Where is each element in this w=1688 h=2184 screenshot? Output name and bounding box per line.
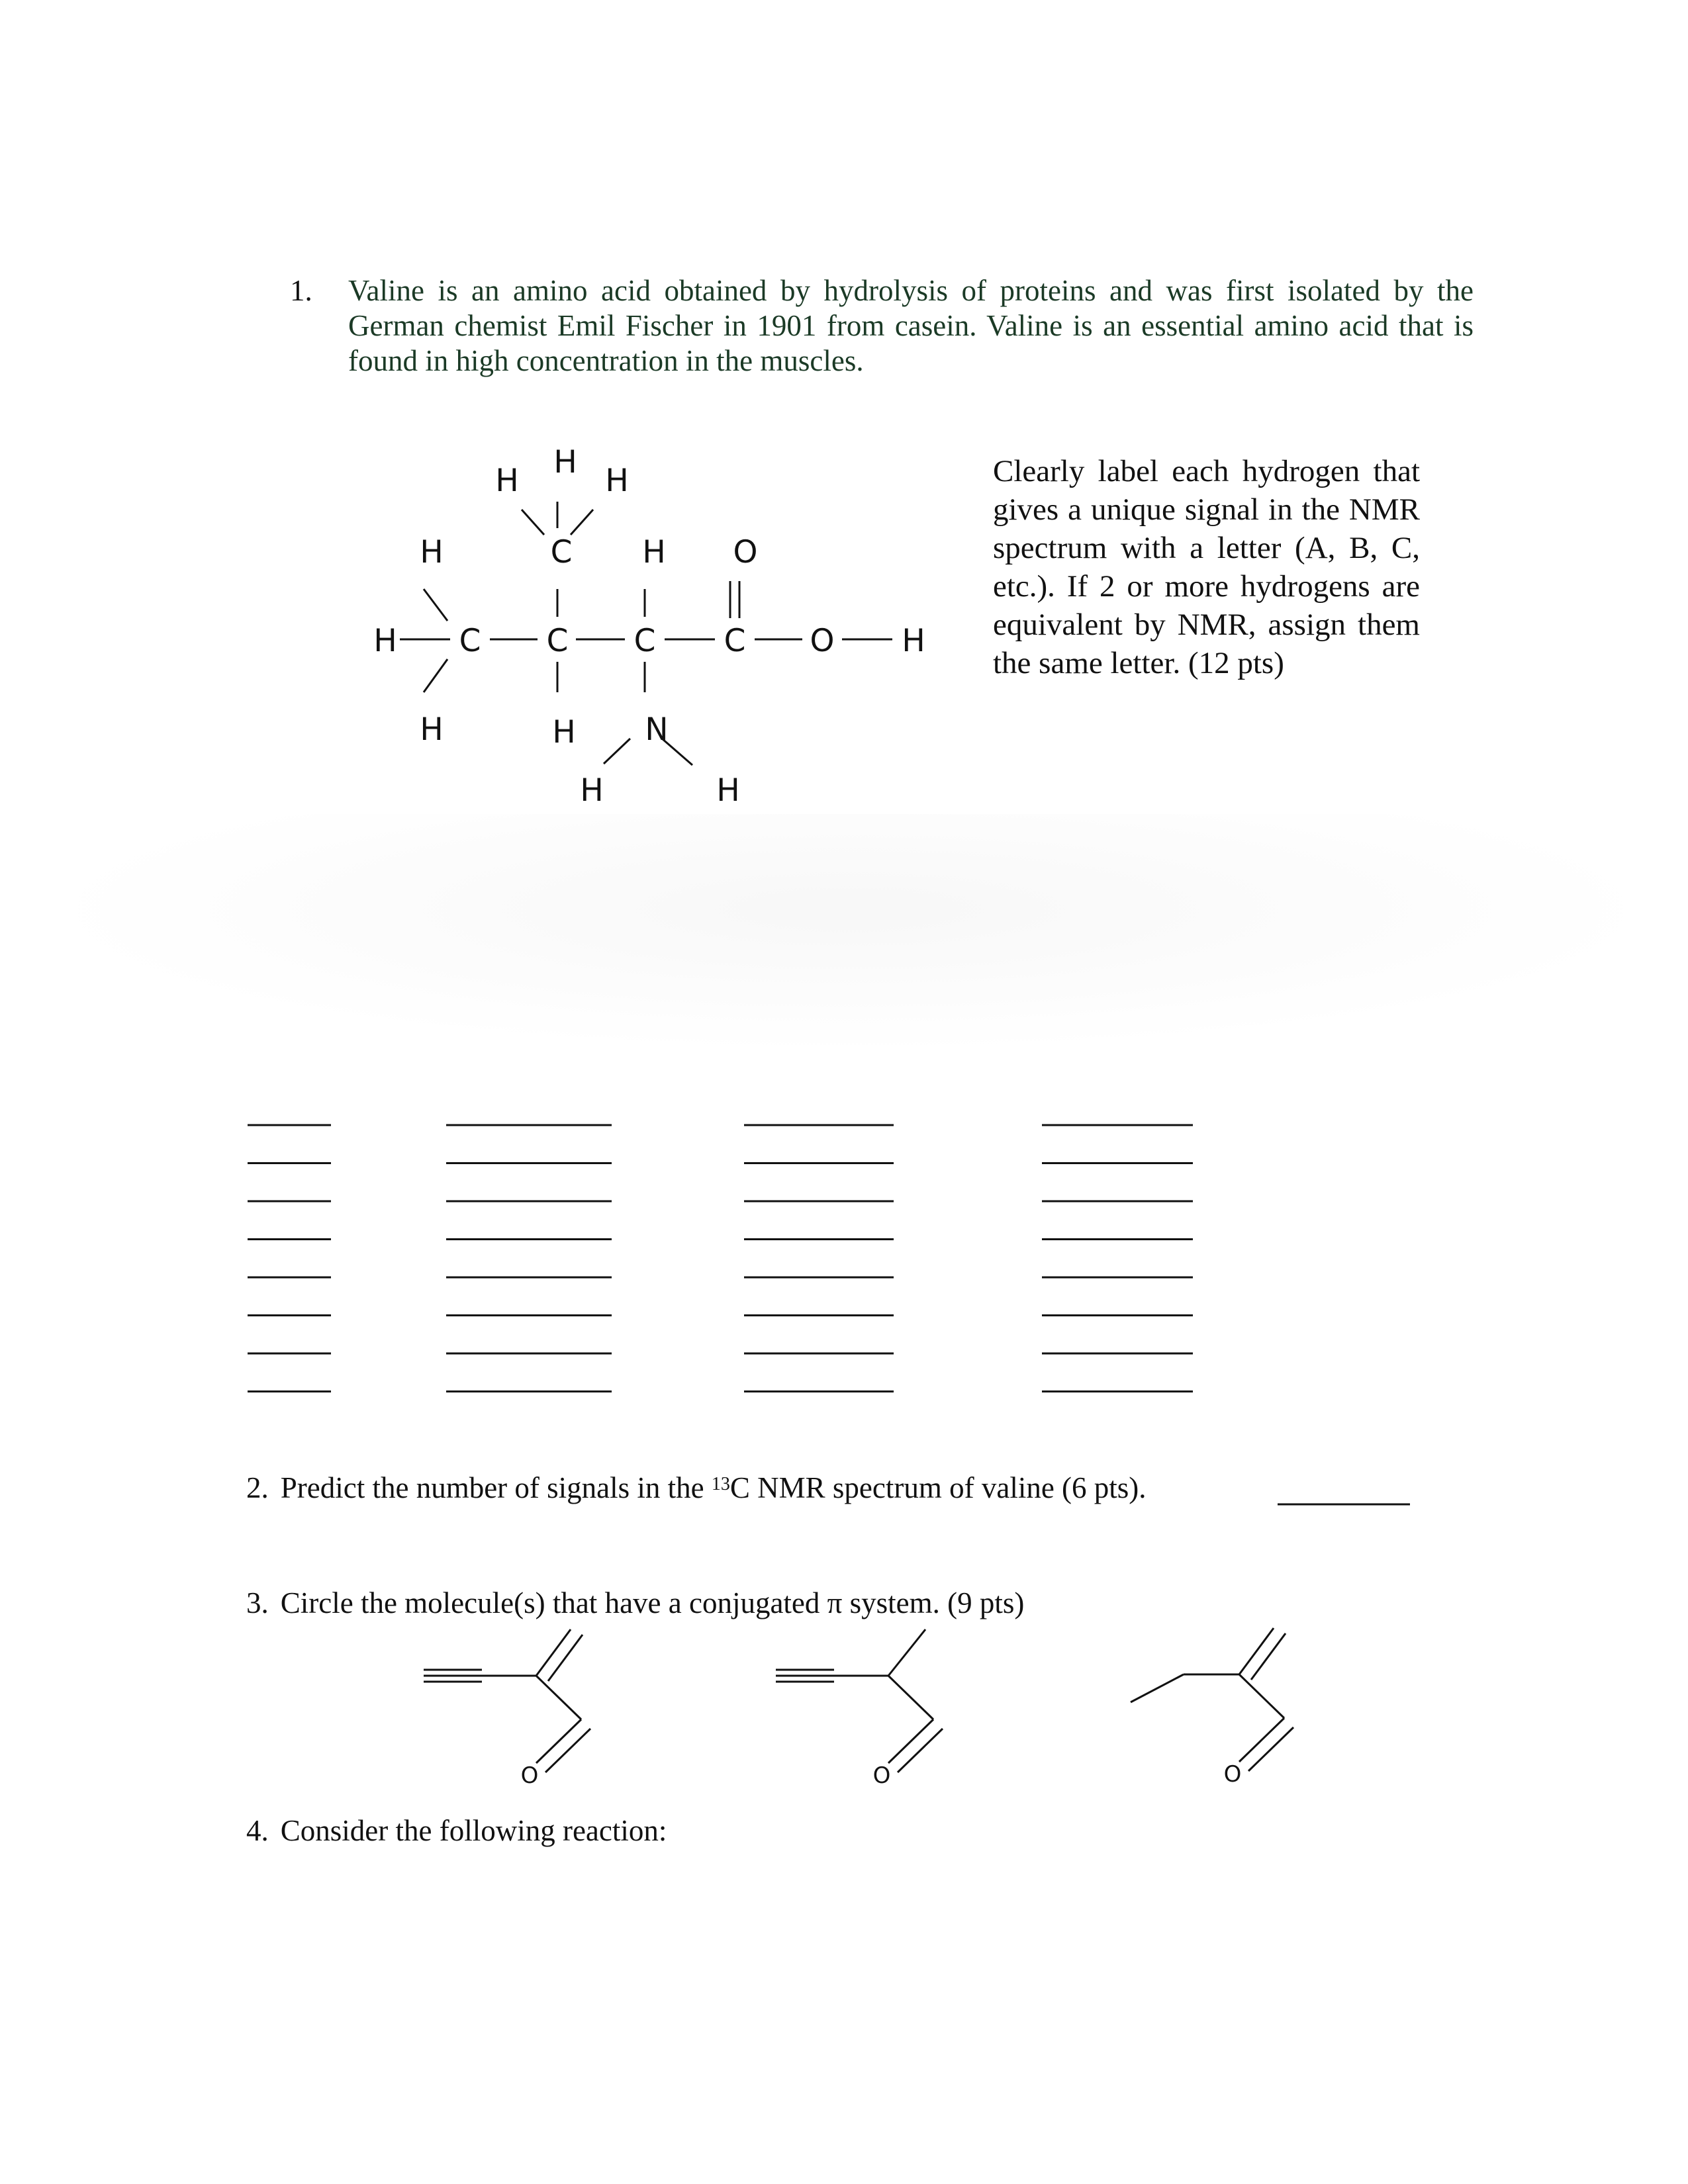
question-3-text: Circle the molecule(s) that have a conjugated π system. (9 pts)	[280, 1586, 1025, 1619]
atom-c5: C	[550, 534, 573, 570]
molecule-3-oxygen-label: O	[1223, 1761, 1242, 1788]
atom-o-hydroxyl: O	[810, 623, 835, 659]
atom-h: H	[642, 534, 666, 570]
molecule-2[interactable]	[776, 1629, 943, 1789]
molecule-1-oxygen-label: O	[520, 1762, 539, 1789]
question-1-instruction: Clearly label each hydrogen that gives a unique signal in the NMR spectrum with a letter (A, B, C, etc.). If 2 or more hydrogens are equivalent by NMR, assign them the same letter. (12 pts)	[993, 454, 1420, 680]
atom-o-carbonyl: O	[733, 534, 758, 570]
atom-h: H	[373, 623, 397, 659]
question-1-number: 1.	[290, 274, 312, 307]
atom-h: H	[580, 772, 604, 809]
atom-h: H	[716, 772, 740, 809]
atom-h: H	[420, 534, 444, 570]
atom-h: H	[605, 463, 629, 499]
atom-h: H	[420, 711, 444, 748]
question-1-text: Valine is an amino acid obtained by hydrolysis of proteins and was first isolated by the German chemist Emil Fischer in 1901 from casein. Valine is an essential amino acid that is found in high concentration in the muscles.	[348, 274, 1474, 377]
atom-c1: C	[459, 623, 481, 659]
molecule-3[interactable]	[1131, 1628, 1293, 1788]
molecule-2-oxygen-label: O	[872, 1762, 891, 1789]
question-4-text: Consider the following reaction:	[280, 1814, 667, 1847]
atom-n: N	[645, 711, 669, 748]
atom-c2: C	[546, 623, 569, 659]
question-2-text-after: C NMR spectrum of valine (6 pts).	[729, 1471, 1147, 1504]
question-4-number: 4.	[246, 1814, 269, 1847]
atom-h: H	[553, 444, 577, 480]
question-2-number: 2.	[246, 1471, 269, 1504]
atom-h: H	[902, 623, 925, 659]
atom-h: H	[552, 714, 576, 751]
atom-c4: C	[724, 623, 746, 659]
question-2-text-before: Predict the number of signals in the	[280, 1471, 712, 1504]
molecule-1[interactable]	[424, 1629, 590, 1789]
question-4	[246, 1813, 667, 1848]
question-3-number: 3.	[246, 1586, 269, 1619]
atom-h: H	[495, 463, 519, 499]
question-2-superscript: 13	[711, 1474, 730, 1494]
atom-c3: C	[633, 623, 656, 659]
